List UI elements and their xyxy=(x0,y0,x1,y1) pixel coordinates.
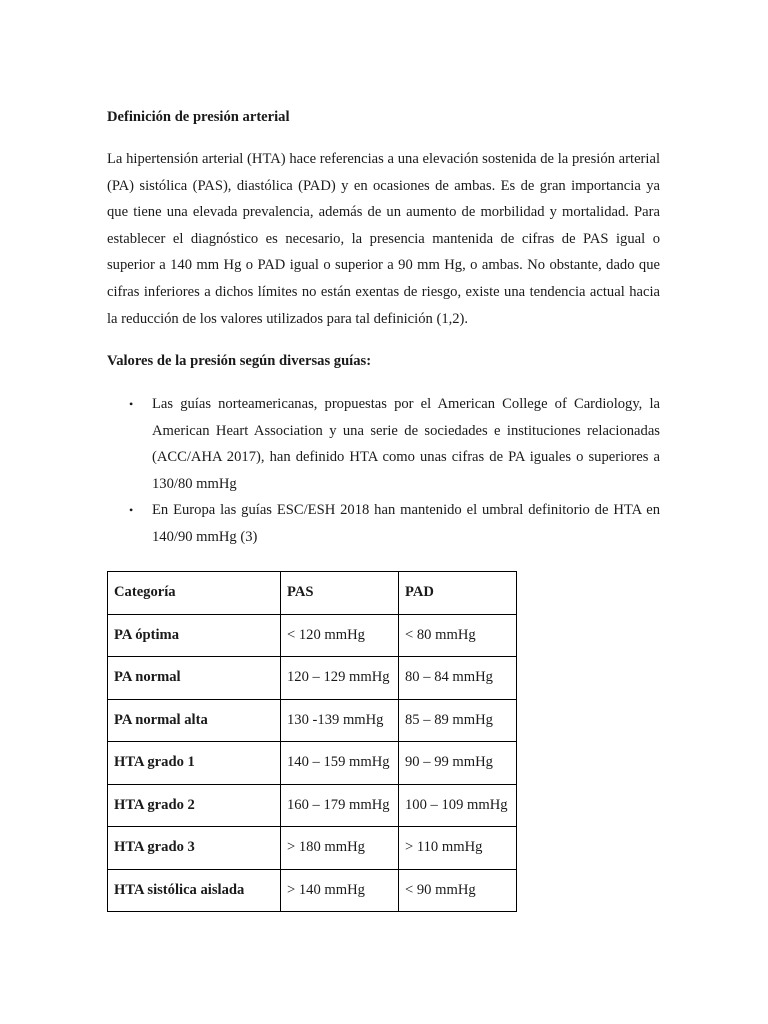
table-cell-category: PA óptima xyxy=(108,614,281,657)
table-row xyxy=(108,742,517,785)
table-cell-pad: 100 – 109 mmHg xyxy=(399,784,517,827)
section-heading-guidelines: Valores de la presión según diversas guías: xyxy=(107,353,372,369)
table-cell-pad: > 110 mmHg xyxy=(399,827,517,870)
column-header-pas: PAS xyxy=(281,572,399,615)
column-header-category: Categoría xyxy=(108,572,281,615)
list-item xyxy=(107,497,660,550)
table-cell-pad: 85 – 89 mmHg xyxy=(399,699,517,742)
table-cell-pad: 80 – 84 mmHg xyxy=(399,657,517,700)
table-cell-pad: 90 – 99 mmHg xyxy=(399,742,517,785)
list-item-text: Las guías norteamericanas, propuestas por el American College of Cardiology, la American Heart Association y una serie de sociedades e instituciones relacionadas (ACC/AHA 2017), han definido HTA como unas cifras de PA iguales o superiores a 130/80 mmHg xyxy=(152,396,660,492)
guidelines-list xyxy=(107,391,660,551)
table-cell-pas: > 140 mmHg xyxy=(281,869,399,912)
table-cell-pad: < 90 mmHg xyxy=(399,869,517,912)
table-cell-pad: < 80 mmHg xyxy=(399,614,517,657)
table-cell-category: HTA grado 2 xyxy=(108,784,281,827)
table-row xyxy=(108,699,517,742)
bullet-icon: • xyxy=(129,503,134,518)
table-cell-pas: 120 – 129 mmHg xyxy=(281,657,399,700)
table-row xyxy=(108,827,517,870)
table-cell-category: PA normal xyxy=(108,657,281,700)
table-row xyxy=(108,657,517,700)
table-cell-category: HTA grado 1 xyxy=(108,742,281,785)
definition-paragraph: La hipertensión arterial (HTA) hace referencias a una elevación sostenida de la presión arterial (PA) sistólica (PAS), diastólica (PAD) y en ocasiones de ambas. Es de gran importancia ya que tiene una elevada prevalencia, además de un aumento de morbilidad y mortalidad. Para establecer el diagnóstico es necesario, la presencia mantenida de cifras de PAS igual o superior a 140 mm Hg o PAD igual o superior a 90 mm Hg, o ambas. No obstante, dado que cifras inferiores a dichos límites no están exentas de riesgo, existe una tendencia actual hacia la reducción de los valores utilizados para tal definición (1,2). xyxy=(107,151,660,327)
table-cell-category: PA normal alta xyxy=(108,699,281,742)
table-cell-pas: 160 – 179 mmHg xyxy=(281,784,399,827)
table-row xyxy=(108,614,517,657)
table-row xyxy=(108,784,517,827)
bullet-icon: • xyxy=(129,397,134,411)
blood-pressure-table xyxy=(107,571,517,912)
list-item-text: En Europa las guías ESC/ESH 2018 han mantenido el umbral definitorio de HTA en 140/90 mmHg (3) xyxy=(152,502,660,545)
list-item xyxy=(107,391,660,497)
table-cell-pas: < 120 mmHg xyxy=(281,614,399,657)
column-header-pad: PAD xyxy=(399,572,517,615)
table-cell-pas: > 180 mmHg xyxy=(281,827,399,870)
table-header-row xyxy=(108,572,517,615)
table-cell-pas: 140 – 159 mmHg xyxy=(281,742,399,785)
table-row xyxy=(108,869,517,912)
section-heading-definition: Definición de presión arterial xyxy=(107,109,290,125)
table-cell-pas: 130 -139 mmHg xyxy=(281,699,399,742)
table-cell-category: HTA grado 3 xyxy=(108,827,281,870)
table-cell-category: HTA sistólica aislada xyxy=(108,869,281,912)
